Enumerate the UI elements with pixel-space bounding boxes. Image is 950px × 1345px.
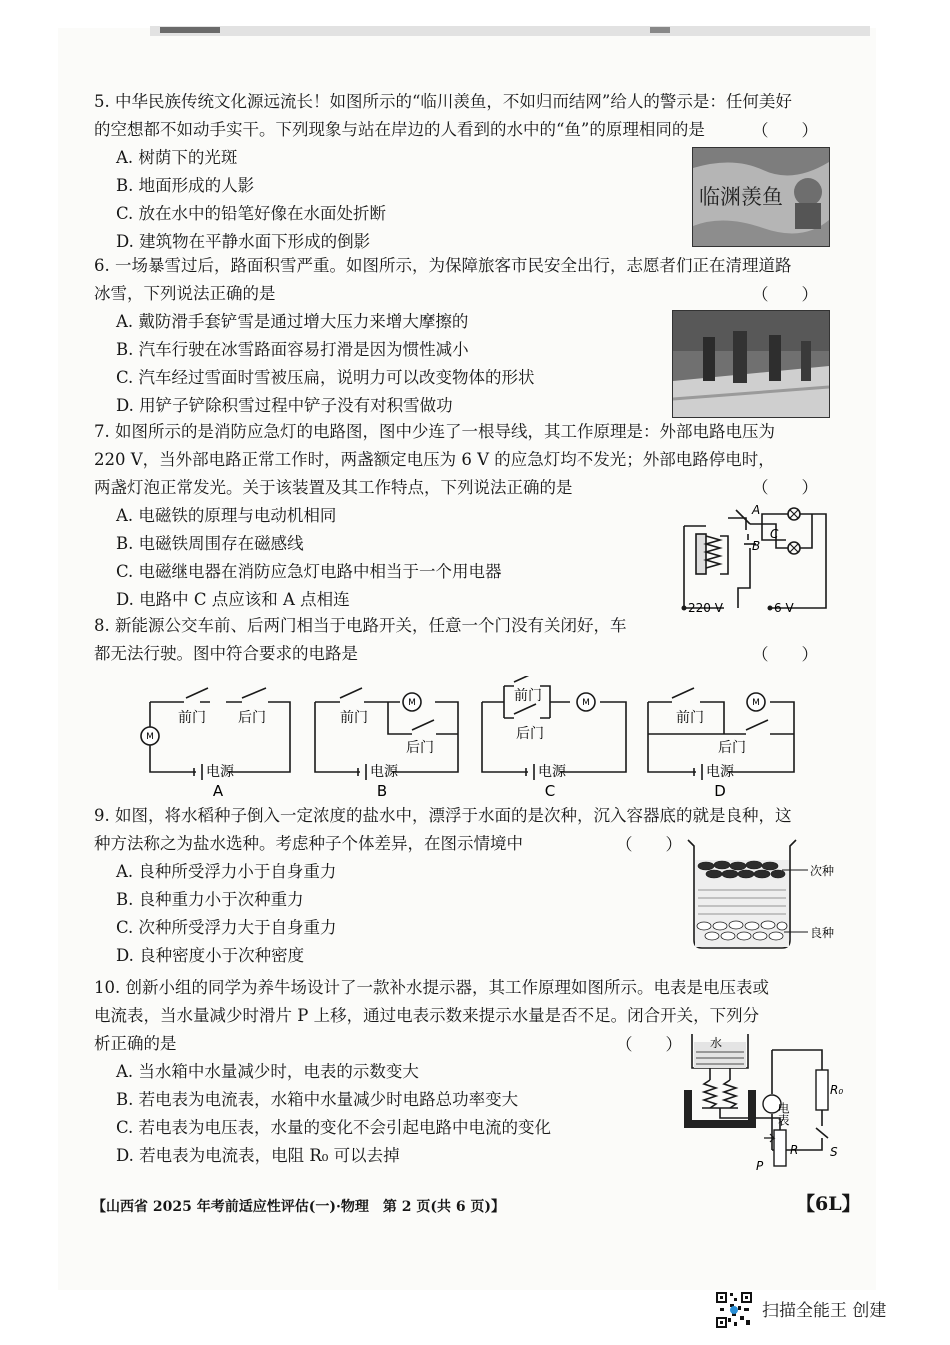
q10-stem-1: 10. 创新小组的同学为养牛场设计了一款补水提示器，其工作原理如图所示。电表是电压表或 bbox=[94, 978, 769, 997]
exam-version-tag: 【6L】 bbox=[796, 1193, 861, 1215]
q10-option-a[interactable]: A. 当水箱中水量减少时，电表的示数变大 bbox=[116, 1062, 419, 1081]
q7-stem-2: 220 V，当外部电路正常工作时，两盏额定电压为 6 V 的应急灯均不发光；外部电路停电时， bbox=[94, 450, 775, 469]
q7-option-a[interactable]: A. 电磁铁的原理与电动机相同 bbox=[116, 506, 337, 525]
q10-water-circuit bbox=[682, 1030, 852, 1172]
q6-stem-2: 冰雪，下列说法正确的是 bbox=[94, 284, 276, 303]
q9-label-sunk: 良种 bbox=[810, 926, 835, 940]
q8-choice-a[interactable]: A bbox=[212, 782, 224, 800]
q8-a-rear-label: 后门 bbox=[238, 710, 266, 726]
q5-option-b[interactable]: B. 地面形成的人影 bbox=[116, 176, 255, 195]
q8-b-front-label: 前门 bbox=[340, 710, 368, 726]
q8-answer-paren[interactable]: （ ） bbox=[752, 645, 818, 664]
q9-stem-2: 种方法称之为盐水选种。考虑种子个体差异，在图示情境中 bbox=[94, 834, 523, 853]
q8-circuit-options bbox=[130, 676, 820, 802]
q10-option-c[interactable]: C. 若电表为电压表，水量的变化不会引起电路中电流的变化 bbox=[116, 1118, 552, 1137]
question-5 bbox=[94, 88, 792, 256]
q8-choice-d[interactable]: D bbox=[714, 782, 726, 800]
q7-answer-paren[interactable]: （ ） bbox=[752, 478, 818, 497]
q7-label-6v: 6 V bbox=[774, 601, 794, 615]
q8-d-power-label: 电源 bbox=[706, 764, 734, 780]
q5-option-c[interactable]: C. 放在水中的铅笔好像在水面处折断 bbox=[116, 204, 387, 223]
q10-label-water: 水 bbox=[710, 1036, 723, 1050]
q8-stem-2: 都无法行驶。图中符合要求的电路是 bbox=[94, 644, 358, 663]
q8-a-front-label: 前门 bbox=[178, 710, 206, 726]
q9-option-c[interactable]: C. 次种所受浮力大于自身重力 bbox=[116, 918, 337, 937]
q8-c-power-label: 电源 bbox=[538, 764, 566, 780]
q9-label-floating: 次种 bbox=[810, 864, 835, 878]
q10-option-d[interactable]: D. 若电表为电流表，电阻 R₀ 可以去掉 bbox=[116, 1146, 400, 1165]
q5-photo bbox=[692, 147, 830, 247]
q8-motor-d: M bbox=[752, 698, 760, 708]
q10-stem-2: 电流表，当水量减少时滑片 P 上移，通过电表示数来提示水量是否不足。闭合开关，下列分 bbox=[94, 1006, 760, 1025]
q6-photo bbox=[672, 310, 830, 418]
q10-label-p: P bbox=[756, 1159, 764, 1172]
q9-answer-paren[interactable]: （ ） bbox=[616, 835, 682, 854]
q7-label-220v: 220 V bbox=[688, 601, 723, 615]
q10-answer-paren[interactable]: （ ） bbox=[616, 1035, 682, 1054]
q8-motor-c: M bbox=[582, 698, 590, 708]
page-footer: 【山西省 2025 年考前适应性评估(一)·物理 第 2 页(共 6 页)】 bbox=[92, 1199, 506, 1215]
q8-choice-c[interactable]: C bbox=[544, 782, 556, 800]
q8-d-rear-label: 后门 bbox=[718, 740, 746, 756]
q7-option-d[interactable]: D. 电路中 C 点应该和 A 点相连 bbox=[116, 590, 350, 609]
q8-choice-b[interactable]: B bbox=[376, 782, 388, 800]
q7-label-a: A bbox=[752, 503, 761, 517]
question-8 bbox=[94, 612, 627, 668]
q5-option-a[interactable]: A. 树荫下的光斑 bbox=[116, 148, 238, 167]
q9-option-a[interactable]: A. 良种所受浮力小于自身重力 bbox=[116, 862, 337, 881]
q10-label-r: R bbox=[790, 1143, 799, 1157]
q8-b-power-label: 电源 bbox=[370, 764, 398, 780]
q8-stem-1: 8. 新能源公交车前、后两门相当于电路开关，任意一个门没有关闭好，车 bbox=[94, 616, 627, 635]
q9-beaker-diagram bbox=[682, 836, 842, 954]
q5-option-d[interactable]: D. 建筑物在平静水面下形成的倒影 bbox=[116, 232, 371, 251]
q10-label-r0: R₀ bbox=[830, 1083, 844, 1097]
q7-label-c: C bbox=[770, 527, 779, 541]
q10-option-b[interactable]: B. 若电表为电流表，水箱中水量减少时电路总功率变大 bbox=[116, 1090, 519, 1109]
q6-option-d[interactable]: D. 用铲子铲除积雪过程中铲子没有对积雪做功 bbox=[116, 396, 453, 415]
q9-stem-1: 9. 如图，将水稻种子倒入一定浓度的盐水中，漂浮于水面的是次种，沉入容器底的就是良种，这 bbox=[94, 806, 792, 825]
q9-option-d[interactable]: D. 良种密度小于次种密度 bbox=[116, 946, 305, 965]
q5-stem-2: 的空想都不如动手实干。下列现象与站在岸边的人看到的水中的“鱼”的原理相同的是 bbox=[94, 120, 705, 139]
q8-motor-a: M bbox=[146, 732, 154, 742]
q6-option-c[interactable]: C. 汽车经过雪面时雪被压扁，说明力可以改变物体的形状 bbox=[116, 368, 535, 387]
q5-stem-1: 5. 中华民族传统文化源远流长！如图所示的“临川羡鱼，不如归而结网”给人的警示是：任何美好 bbox=[94, 92, 792, 111]
q6-option-b[interactable]: B. 汽车行驶在冰雪路面容易打滑是因为惯性减小 bbox=[116, 340, 469, 359]
q8-c-front-label: 前门 bbox=[514, 688, 542, 704]
q6-option-a[interactable]: A. 戴防滑手套铲雪是通过增大压力来增大摩擦的 bbox=[116, 312, 469, 331]
q9-option-b[interactable]: B. 良种重力小于次种重力 bbox=[116, 890, 304, 909]
q7-label-b: B bbox=[752, 539, 761, 553]
q8-b-rear-label: 后门 bbox=[406, 740, 434, 756]
q5-answer-paren[interactable]: （ ） bbox=[752, 121, 818, 140]
q10-stem-3: 析正确的是 bbox=[94, 1034, 177, 1053]
q7-option-b[interactable]: B. 电磁铁周围存在磁感线 bbox=[116, 534, 304, 553]
q8-motor-b: M bbox=[408, 698, 416, 708]
top-scan-residue bbox=[150, 24, 870, 38]
scanner-watermark bbox=[714, 1290, 944, 1330]
q6-answer-paren[interactable]: （ ） bbox=[752, 285, 818, 304]
q6-stem-1: 6. 一场暴雪过后，路面积雪严重。如图所示，为保障旅客市民安全出行，志愿者们正在清理道路 bbox=[94, 256, 792, 275]
qr-code-icon bbox=[714, 1290, 754, 1330]
q7-option-c[interactable]: C. 电磁继电器在消防应急灯电路中相当于一个用电器 bbox=[116, 562, 502, 581]
q5-photo-caption: 临渊羡鱼 bbox=[699, 185, 783, 209]
q7-stem-1: 7. 如图所示的是消防应急灯的电路图，图中少连了一根导线，其工作原理是：外部电路电压为 bbox=[94, 422, 775, 441]
q7-stem-3: 两盏灯泡正常发光。关于该装置及其工作特点，下列说法正确的是 bbox=[94, 478, 573, 497]
q10-label-s: S bbox=[830, 1145, 838, 1159]
q8-c-rear-label: 后门 bbox=[516, 726, 544, 742]
question-10 bbox=[94, 974, 769, 1170]
q8-d-front-label: 前门 bbox=[676, 710, 704, 726]
q10-label-meter: 电表 bbox=[776, 1102, 790, 1126]
q8-a-power-label: 电源 bbox=[206, 764, 234, 780]
q7-relay-circuit bbox=[666, 500, 836, 624]
scanner-credit: 扫描全能王 创建 bbox=[762, 1301, 887, 1321]
